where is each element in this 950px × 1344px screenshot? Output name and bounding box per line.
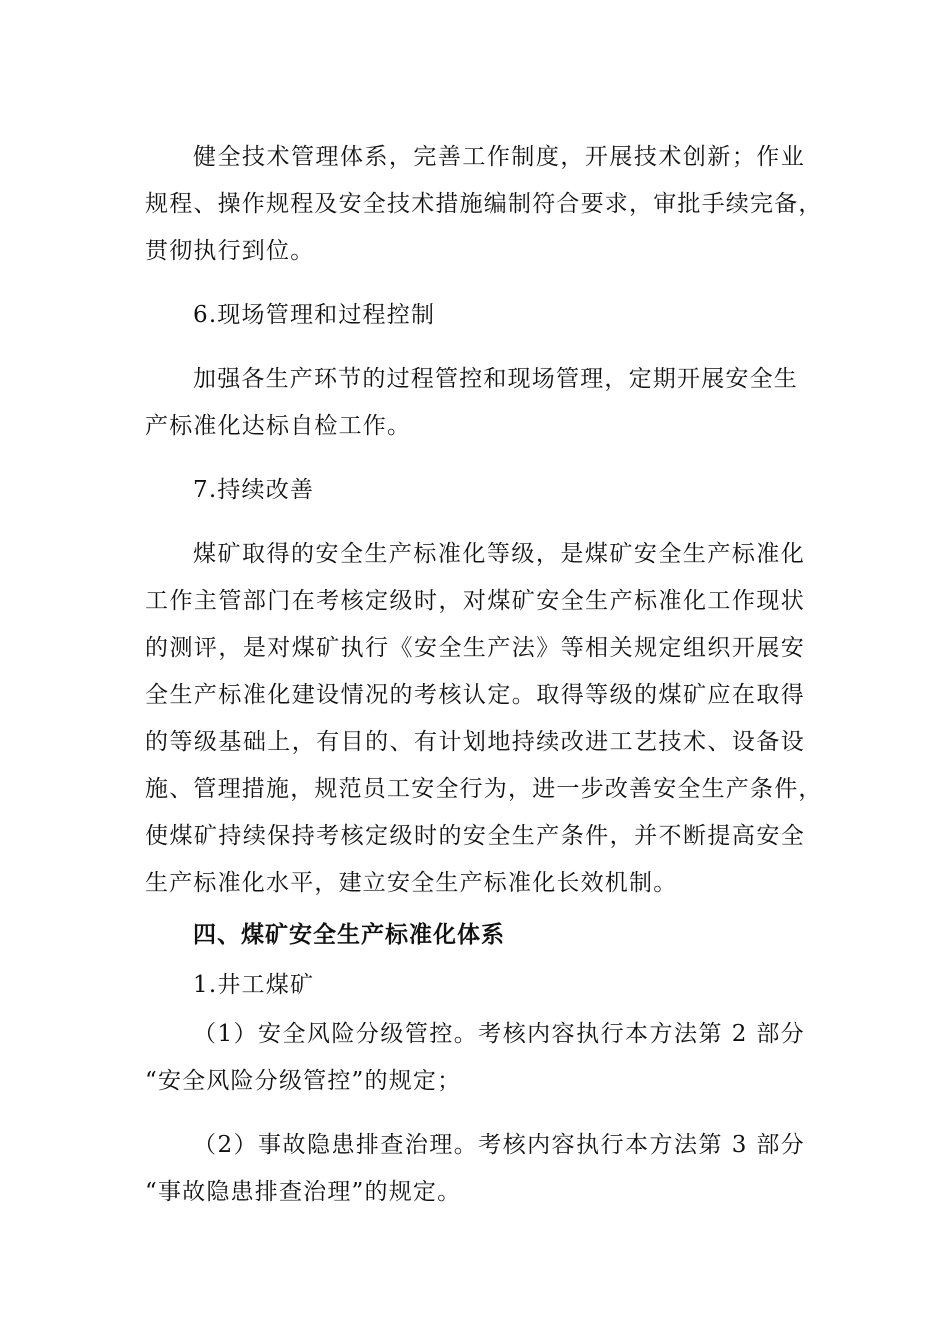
section-7-line-5: 的等级基础上，有目的、有计划地持续改进工艺技术、设备设 — [145, 729, 805, 755]
section-7-line-6: 施、管理措施，规范员工安全行为，进一步改善安全生产条件， — [145, 776, 823, 802]
section-7-line-4: 全生产标准化建设情况的考核认定。取得等级的煤矿应在取得 — [145, 682, 805, 708]
section-6-line-1: 加强各生产环节的过程管控和现场管理，定期开展安全生 — [193, 366, 798, 392]
item-1-line-2: “安全风险分级管控”的规定； — [145, 1068, 462, 1094]
section-7-line-7: 使煤矿持续保持考核定级时的安全生产条件，并不断提高安全 — [145, 823, 805, 849]
section-7-line-1: 煤矿取得的安全生产标准化等级，是煤矿安全生产标准化 — [193, 541, 805, 567]
section-6-heading: 6.现场管理和过程控制 — [193, 302, 436, 328]
chapter-4-sub-1: 1.井工煤矿 — [193, 972, 315, 998]
section-6-line-2: 产标准化达标自检工作。 — [145, 413, 412, 439]
section-7-line-3: 的测评，是对煤矿执行《安全生产法》等相关规定组织开展安 — [145, 635, 805, 661]
item-2-line-2: “事故隐患排查治理”的规定。 — [145, 1179, 462, 1205]
section-7-heading: 7.持续改善 — [193, 477, 315, 503]
item-2-line-1: （2）事故隐患排查治理。考核内容执行本方法第 3 部分 — [193, 1132, 805, 1158]
paragraph-1-line-1: 健全技术管理体系，完善工作制度，开展技术创新；作业 — [193, 144, 805, 170]
paragraph-1-line-2: 规程、操作规程及安全技术措施编制符合要求，审批手续完备， — [145, 191, 823, 217]
paragraph-1-line-3: 贯彻执行到位。 — [145, 238, 315, 264]
chapter-4-heading: 四、煤矿安全生产标准化体系 — [193, 922, 505, 948]
item-1-line-1: （1）安全风险分级管控。考核内容执行本方法第 2 部分 — [193, 1021, 805, 1047]
section-7-line-2: 工作主管部门在考核定级时，对煤矿安全生产标准化工作现状 — [145, 588, 805, 614]
section-7-line-8: 生产标准化水平，建立安全生产标准化长效机制。 — [145, 870, 678, 896]
